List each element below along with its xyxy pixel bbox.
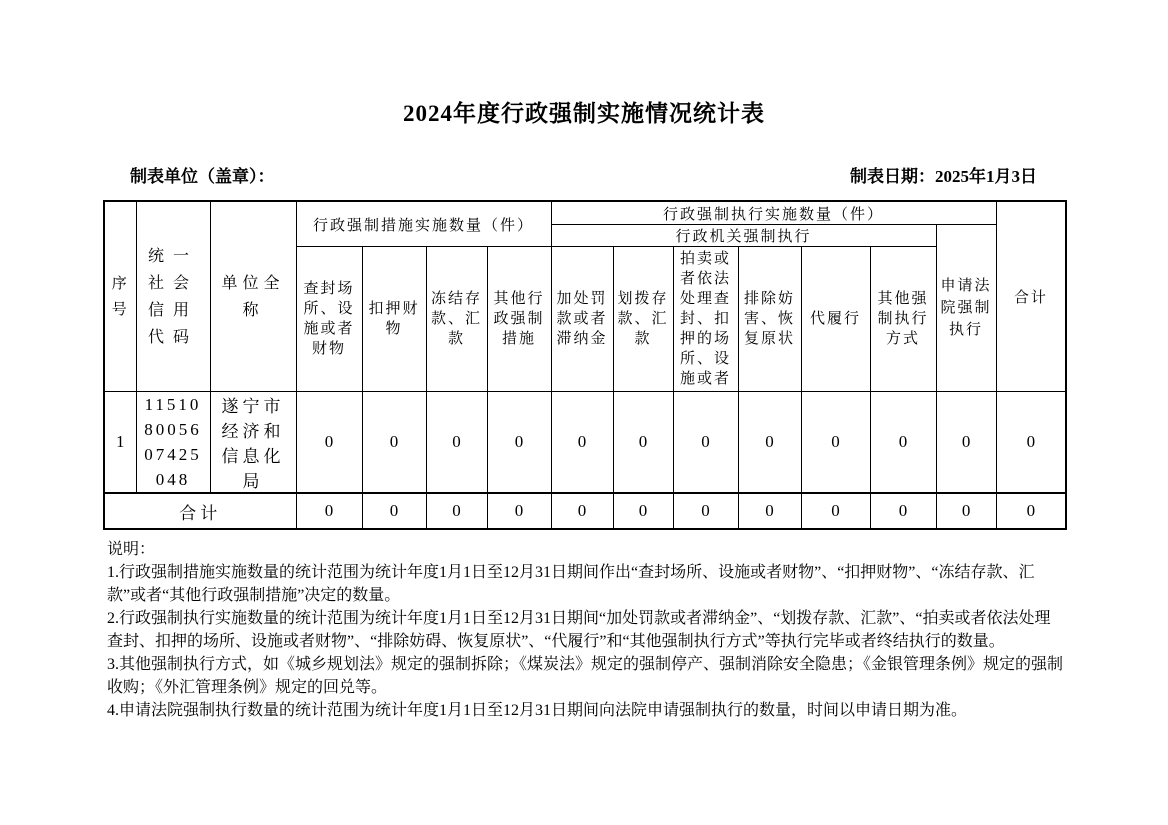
value-cell: 0	[936, 392, 996, 494]
total-row	[104, 493, 1066, 529]
value-cell: 0	[996, 392, 1066, 494]
form-unit-label: 制表单位（盖章）：	[130, 167, 275, 186]
note-item: 4.申请法院强制执行数量的统计范围为统计年度1月1日至12月31日期间向法院申请强制执行的数量，时间以申请日期为准。	[107, 702, 968, 719]
total-value-cell: 0	[426, 493, 487, 529]
total-value-cell: 0	[673, 493, 738, 529]
value-cell: 0	[673, 392, 738, 494]
note-item: 3.其他强制执行方式，如《城乡规划法》规定的强制拆除；《煤炭法》规定的强制停产、强制消除安全隐患；《金银管理条例》规定的强制收购；《外汇管理条例》规定的回兑等。	[107, 656, 1064, 696]
credit-code-text: 115108005607425048	[144, 395, 202, 489]
header-unit-name	[210, 201, 296, 392]
total-label-cell: 合计	[104, 493, 296, 529]
unit-name-cell	[210, 392, 296, 494]
total-value-cell: 0	[362, 493, 426, 529]
total-value-cell: 0	[801, 493, 870, 529]
notes-section	[107, 538, 1065, 722]
header-execution-group: 行政强制执行实施数量（件）	[551, 201, 996, 225]
total-value-cell: 0	[936, 493, 996, 529]
total-value-cell: 0	[487, 493, 551, 529]
header-agency-col-other-execution: 其他强制执行方式	[870, 247, 936, 392]
header-agency-col-auction-dispose: 拍卖或者依法处理查封、扣押的场所、设施或者	[673, 247, 738, 392]
document-content	[103, 0, 1065, 722]
header-total: 合计	[996, 201, 1066, 392]
document-title: 2024年度行政强制实施情况统计表	[403, 101, 765, 126]
header-measure-col-other-measures: 其他行政强制措施	[487, 247, 551, 392]
total-value-cell: 0	[551, 493, 613, 529]
header-agency-col-substitute-performance: 代履行	[801, 247, 870, 392]
header-agency-execution-group: 行政机关强制执行	[551, 225, 936, 247]
header-seq: 序号	[104, 201, 136, 392]
header-credit-code-text: 统一社会信用代码	[147, 247, 198, 346]
value-cell: 0	[362, 392, 426, 494]
value-cell: 0	[487, 392, 551, 494]
total-value-cell: 0	[613, 493, 673, 529]
unit-name-text: 遂宁市经济和信息化局	[221, 396, 285, 491]
total-value-cell: 0	[996, 493, 1066, 529]
value-cell: 0	[738, 392, 801, 494]
value-cell: 0	[296, 392, 362, 494]
table-row	[104, 392, 1066, 494]
value-cell: 0	[801, 392, 870, 494]
header-measure-col-freeze-deposits: 冻结存款、汇款	[426, 247, 487, 392]
total-value-cell: 0	[296, 493, 362, 529]
form-date-label: 制表日期：2025年1月3日	[850, 167, 1037, 186]
seq-cell: 1	[104, 392, 136, 494]
note-item: 2.行政强制执行实施数量的统计范围为统计年度1月1日至12月31日期间“加处罚款或者滞纳金”、“划拨存款、汇款”、“拍卖或者依法处理查封、扣押的场所、设施或者财物”、“排除妨碍、恢复原状”、“代履行”和“其他强制执行方式”等执行完毕或者终结执行的数量。	[107, 610, 1051, 650]
header-credit-code	[136, 201, 210, 392]
header-measure-col-seize-property: 扣押财物	[362, 247, 426, 392]
credit-code-cell	[136, 392, 210, 494]
header-agency-col-transfer-deposits: 划拨存款、汇款	[613, 247, 673, 392]
total-value-cell: 0	[870, 493, 936, 529]
header-measures-group: 行政强制措施实施数量（件）	[296, 201, 551, 247]
total-value-cell: 0	[738, 493, 801, 529]
header-measure-col-seal-premises: 查封场所、设施或者财物	[296, 247, 362, 392]
statistics-table	[103, 200, 1067, 530]
notes-heading: 说明：	[107, 541, 156, 558]
value-cell: 0	[870, 392, 936, 494]
form-meta	[103, 162, 1065, 187]
header-court-execution: 申请法院强制执行	[936, 225, 996, 392]
header-agency-col-fines-late-fees: 加处罚款或者滞纳金	[551, 247, 613, 392]
note-item: 1.行政强制措施实施数量的统计范围为统计年度1月1日至12月31日期间作出“查封场所、设施或者财物”、“扣押财物”、“冻结存款、汇款”或者“其他行政强制措施”决定的数量。	[107, 564, 1035, 604]
value-cell: 0	[613, 392, 673, 494]
header-unit-name-text: 单位全称	[221, 274, 285, 319]
value-cell: 0	[551, 392, 613, 494]
header-agency-col-remove-obstruction: 排除妨害、恢复原状	[738, 247, 801, 392]
value-cell: 0	[426, 392, 487, 494]
